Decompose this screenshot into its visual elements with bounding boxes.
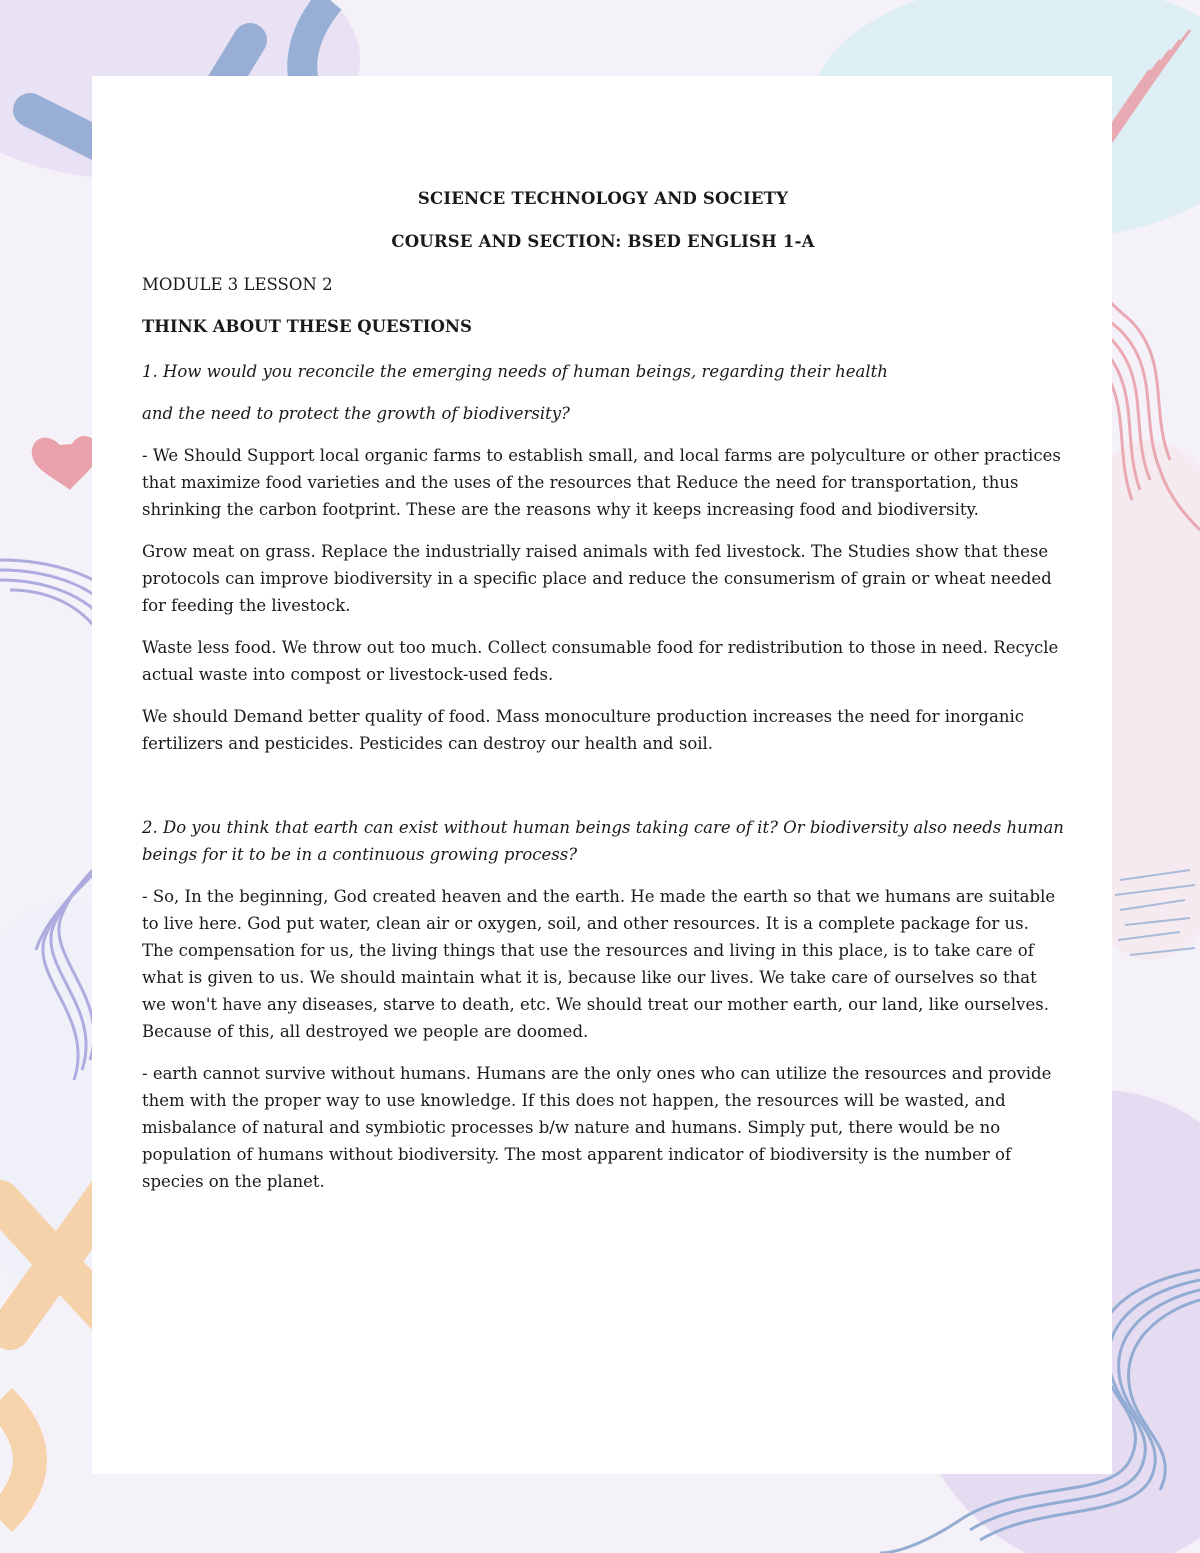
answer-1-paragraph: Grow meat on grass. Replace the industrially raised animals with fed livestock. The Studies show that these protocols can improve biodiversity in a specific place and reduce the consumerism of grain or wheat needed for feeding the livestock. bbox=[142, 542, 1052, 615]
document-title: SCIENCE TECHNOLOGY AND SOCIETY bbox=[417, 189, 789, 208]
answer-1-paragraph: We should Demand better quality of food. Mass monoculture production increases the need for inorganic fertilizers and pesticides. Pesticides can destroy our health and soil. bbox=[142, 707, 1024, 753]
document-page bbox=[92, 76, 1112, 1474]
question-2: 2. Do you think that earth can exist without human beings taking care of it? Or biodiversity also needs human beings for it to be in a continuous growing process? bbox=[142, 818, 1064, 864]
module-label: MODULE 3 LESSON 2 bbox=[142, 275, 333, 294]
answer-1-paragraph: - We Should Support local organic farms to establish small, and local farms are polyculture or other practices that maximize food varieties and the uses of the resources that Reduce the need for transportation, thus shrinking the carbon footprint. These are the reasons why it keeps increasing food and biodiversity. bbox=[142, 446, 1061, 519]
answer-2-paragraph: - So, In the beginning, God created heaven and the earth. He made the earth so that we humans are suitable to live here. God put water, clean air or oxygen, soil, and other resources. It is a complete package for us. The compensation for us, the living things that use the resources and living in this place, is to take care of what is given to us. We should maintain what it is, because like our lives. We take care of ourselves so that we won't have any diseases, starve to death, etc. We should treat our mother earth, our land, like ourselves. Because of this, all destroyed we people are doomed. bbox=[142, 887, 1056, 1041]
answer-2-paragraph: - earth cannot survive without humans. Humans are the only ones who can utilize the resources and provide them with the proper way to use knowledge. If this does not happen, the resources will be wasted, and misbalance of natural and symbiotic processes b/w nature and humans. Simply put, there would be no population of humans without biodiversity. The most apparent indicator of biodiversity is the number of species on the planet. bbox=[142, 1064, 1052, 1191]
question-1-line-2: and the need to protect the growth of biodiversity? bbox=[142, 404, 570, 423]
answer-1-paragraph: Waste less food. We throw out too much. Collect consumable food for redistribution to those in need. Recycle actual waste into compost or livestock-used feds. bbox=[142, 638, 1059, 684]
course-section: COURSE AND SECTION: BSED ENGLISH 1-A bbox=[391, 232, 815, 251]
questions-heading: THINK ABOUT THESE QUESTIONS bbox=[142, 317, 472, 336]
section-spacer bbox=[142, 772, 1064, 814]
question-1-line-1: 1. How would you reconcile the emerging needs of human beings, regarding their health bbox=[142, 362, 888, 381]
